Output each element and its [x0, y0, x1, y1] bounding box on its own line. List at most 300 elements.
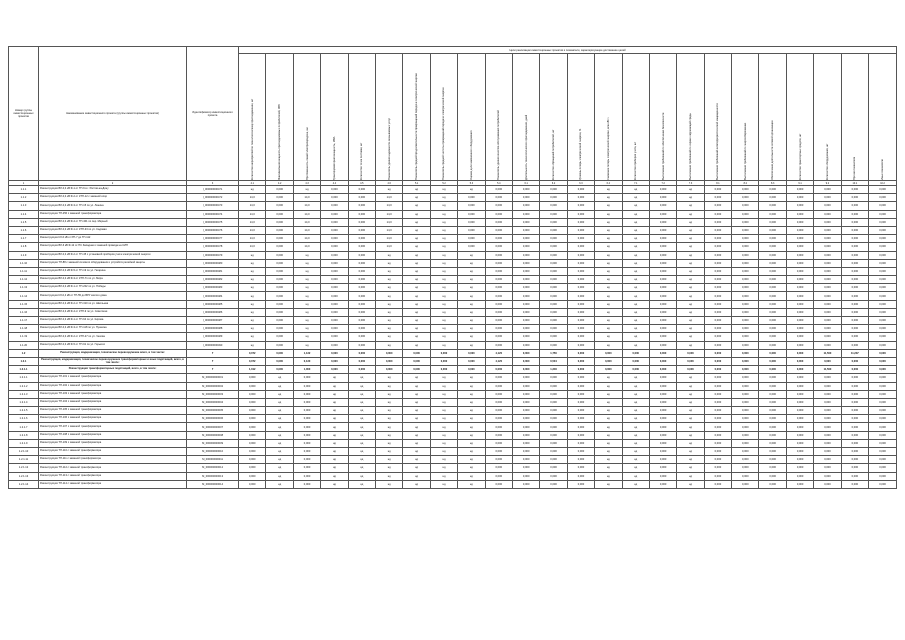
value-cell: нд	[622, 186, 649, 194]
value-cell: 0,000	[704, 357, 731, 365]
value-cell: 0,000	[567, 349, 594, 357]
value-cell: 14,0	[239, 210, 266, 218]
value-cell: 0,000	[759, 349, 786, 357]
value-cell: 0,000	[869, 390, 897, 398]
table-row	[9, 251, 897, 259]
value-cell: нд	[403, 292, 430, 300]
value-cell: 0,000	[869, 210, 897, 218]
value-cell: нд	[458, 464, 485, 472]
value-cell: 0,000	[321, 357, 348, 365]
value-cell: нд	[376, 333, 403, 341]
value-cell: нд	[622, 251, 649, 259]
value-cell: 0,000	[649, 439, 676, 447]
value-cell: нд	[239, 300, 266, 308]
value-cell: 0,000	[512, 333, 539, 341]
value-cell: нд	[430, 317, 457, 325]
value-cell: 0,000	[649, 325, 676, 333]
value-cell: 0,000	[759, 276, 786, 284]
value-cell: нд	[430, 259, 457, 267]
value-cell: нд	[348, 382, 375, 390]
table-row	[9, 382, 897, 390]
value-cell: 0,000	[512, 366, 539, 374]
header-indicator	[595, 54, 622, 181]
value-cell: 0,000	[649, 300, 676, 308]
value-cell: 0,000	[567, 472, 594, 480]
header-indicator	[567, 54, 594, 181]
project-id-cell: I_000000000472	[187, 194, 239, 202]
value-cell: нд	[595, 456, 622, 464]
project-id-cell: I_000000000481	[187, 267, 239, 275]
header-indicator	[677, 54, 704, 181]
value-cell: нд	[430, 243, 457, 251]
value-cell: нд	[622, 333, 649, 341]
value-cell: 0,000	[321, 226, 348, 234]
value-cell: 0,000	[732, 415, 759, 423]
value-cell: 0,000	[786, 259, 813, 267]
value-cell: 0,000	[759, 300, 786, 308]
value-cell: 0,000	[704, 267, 731, 275]
value-cell: нд	[677, 194, 704, 202]
value-cell: нд	[293, 308, 320, 316]
value-cell: нд	[677, 407, 704, 415]
value-cell: нд	[239, 308, 266, 316]
value-cell: нд	[293, 341, 320, 349]
column-number: 6.1	[512, 181, 539, 186]
table-row	[9, 300, 897, 308]
value-cell: 0,000	[869, 202, 897, 210]
column-number: 2	[39, 181, 187, 186]
value-cell: нд	[595, 317, 622, 325]
header-indicator	[376, 54, 403, 181]
header-indicator	[293, 54, 320, 181]
value-cell: нд	[458, 398, 485, 406]
value-cell: 0,000	[786, 292, 813, 300]
value-cell: нд	[376, 267, 403, 275]
value-cell: 0,000	[814, 276, 841, 284]
value-cell: 0,000	[567, 431, 594, 439]
value-cell: 0,000	[786, 439, 813, 447]
value-cell: 0,000	[786, 218, 813, 226]
value-cell: 0,000	[759, 292, 786, 300]
value-cell: 0,000	[512, 398, 539, 406]
value-cell: 0,000	[485, 259, 512, 267]
value-cell: 0,000	[786, 202, 813, 210]
value-cell: 0,000	[293, 448, 320, 456]
value-cell: 0,000	[348, 292, 375, 300]
value-cell: 0,000	[458, 226, 485, 234]
value-cell: нд	[622, 308, 649, 316]
value-cell: 0,000	[732, 480, 759, 488]
value-cell: 0,000	[786, 456, 813, 464]
header-indicator-label: Оценка доли замененного оборудования	[469, 130, 473, 180]
value-cell: 0,000	[540, 251, 567, 259]
value-cell: 14,0	[376, 210, 403, 218]
header-indicator-label: Показатель уровня надежности оказываемых услуг	[387, 117, 391, 180]
value-cell: 0,000	[266, 284, 293, 292]
value-cell: нд	[266, 439, 293, 447]
value-cell: 0,000	[841, 431, 868, 439]
value-cell: нд	[430, 456, 457, 464]
value-cell: 0,000	[485, 292, 512, 300]
value-cell: 0,000	[595, 349, 622, 357]
value-cell: нд	[595, 325, 622, 333]
value-cell: нд	[430, 464, 457, 472]
value-cell: 0,000	[786, 226, 813, 234]
value-cell: 4,120	[485, 357, 512, 365]
value-cell: нд	[239, 341, 266, 349]
value-cell: 0,000	[567, 251, 594, 259]
value-cell: 1,750	[540, 349, 567, 357]
value-cell: 0,000	[841, 480, 868, 488]
value-cell: нд	[266, 472, 293, 480]
value-cell: нд	[677, 415, 704, 423]
table-row	[9, 186, 897, 194]
value-cell: 0,000	[732, 218, 759, 226]
value-cell: нд	[677, 259, 704, 267]
value-cell: нд	[348, 407, 375, 415]
value-cell: нд	[677, 202, 704, 210]
value-cell: 4,120	[485, 349, 512, 357]
value-cell: 0,000	[814, 210, 841, 218]
value-cell: 0,000	[321, 186, 348, 194]
header-indicator-label: Показатель уровня качества обслуживания потребителей	[497, 110, 501, 180]
value-cell: 0,000	[293, 480, 320, 488]
value-cell: 0,000	[814, 194, 841, 202]
header-indicator	[540, 54, 567, 181]
value-cell: 0,000	[677, 366, 704, 374]
value-cell: 0,000	[512, 480, 539, 488]
value-cell: 0,000	[567, 423, 594, 431]
value-cell: нд	[321, 423, 348, 431]
value-cell: 0,000	[649, 472, 676, 480]
value-cell: 0,000	[732, 186, 759, 194]
value-cell: 0,000	[567, 448, 594, 456]
value-cell: 0,000	[266, 276, 293, 284]
value-cell: нд	[239, 317, 266, 325]
value-cell: 0,000	[458, 357, 485, 365]
value-cell: 0,000	[869, 398, 897, 406]
header-indicator	[403, 54, 430, 181]
value-cell: 0,000	[759, 284, 786, 292]
column-number: 9.1	[786, 181, 813, 186]
value-cell: 0,000	[759, 194, 786, 202]
value-cell: 0,000	[786, 390, 813, 398]
value-cell: 0,000	[649, 284, 676, 292]
project-id-cell: I_000000000486	[187, 308, 239, 316]
value-cell: 0,000	[595, 366, 622, 374]
value-cell: 0,000	[704, 423, 731, 431]
value-cell: 0,000	[841, 333, 868, 341]
value-cell: нд	[430, 480, 457, 488]
value-cell: 0,000	[485, 472, 512, 480]
value-cell: 0,000	[759, 423, 786, 431]
value-cell: нд	[376, 456, 403, 464]
value-cell: 1,000	[293, 366, 320, 374]
value-cell: 0,000	[485, 415, 512, 423]
value-cell: 0,000	[759, 235, 786, 243]
value-cell: 0,000	[567, 374, 594, 382]
value-cell: нд	[595, 226, 622, 234]
value-cell: 0,000	[759, 407, 786, 415]
value-cell: 0,000	[704, 226, 731, 234]
value-cell: нд	[622, 382, 649, 390]
value-cell: 0,000	[704, 235, 731, 243]
value-cell: нд	[458, 407, 485, 415]
value-cell: 0,000	[485, 210, 512, 218]
value-cell: 0,000	[841, 456, 868, 464]
value-cell: нд	[403, 218, 430, 226]
value-cell: 0,000	[786, 333, 813, 341]
value-cell: нд	[677, 226, 704, 234]
value-cell: 14,0	[376, 243, 403, 251]
value-cell: 0,000	[759, 366, 786, 374]
table-row	[9, 284, 897, 292]
value-cell: 0,000	[293, 439, 320, 447]
value-cell: 0,000	[732, 398, 759, 406]
project-name-cell: Реконструкция, модернизация, техническое перевооружение трансформаторных и иных подстанций, всего, в том числе:	[39, 357, 187, 365]
value-cell: нд	[430, 390, 457, 398]
project-name-cell: Реконструкция ТП-109 с заменой трансформатора	[39, 439, 187, 447]
value-cell: 0,000	[239, 415, 266, 423]
project-id-cell: Г	[187, 349, 239, 357]
value-cell: 0,000	[814, 382, 841, 390]
value-cell: нд	[677, 186, 704, 194]
table-row	[9, 333, 897, 341]
value-cell: нд	[376, 300, 403, 308]
value-cell: 0,000	[567, 366, 594, 374]
column-number: 1	[9, 181, 39, 186]
value-cell: 0,000	[458, 210, 485, 218]
value-cell: 0,000	[266, 341, 293, 349]
value-cell: 14,0	[376, 218, 403, 226]
row-number-cell: 1.1.2	[9, 194, 39, 202]
value-cell: 0,000	[704, 300, 731, 308]
value-cell: 0,000	[376, 357, 403, 365]
value-cell: нд	[376, 284, 403, 292]
value-cell: 14,0	[293, 218, 320, 226]
value-cell: 0,000	[430, 357, 457, 365]
value-cell: нд	[293, 292, 320, 300]
value-cell: 0,000	[704, 292, 731, 300]
value-cell: 0,000	[376, 366, 403, 374]
value-cell: 0,000	[649, 415, 676, 423]
value-cell: 0,000	[841, 259, 868, 267]
value-cell: 0,000	[485, 308, 512, 316]
value-cell: нд	[677, 276, 704, 284]
value-cell: 0,000	[348, 259, 375, 267]
value-cell: 0,000	[512, 415, 539, 423]
value-cell: нд	[622, 284, 649, 292]
column-number: 5.1	[403, 181, 430, 186]
value-cell: 0,000	[649, 374, 676, 382]
value-cell: 0,000	[239, 390, 266, 398]
value-cell: 0,000	[759, 308, 786, 316]
table-row	[9, 259, 897, 267]
value-cell: нд	[430, 333, 457, 341]
value-cell: 0,000	[704, 333, 731, 341]
value-cell: нд	[622, 464, 649, 472]
value-cell: 0,000	[649, 448, 676, 456]
value-cell: нд	[239, 267, 266, 275]
value-cell: 11,500	[814, 366, 841, 374]
value-cell: 0,000	[759, 226, 786, 234]
value-cell: 0,000	[704, 276, 731, 284]
value-cell: нд	[321, 439, 348, 447]
project-name-cell: Реконструкция ВЛ-0,4 кВ Ф-1 от КТП-33 по ул. Садовая	[39, 226, 187, 234]
value-cell: 0,000	[786, 308, 813, 316]
value-cell: нд	[622, 448, 649, 456]
value-cell: 0,000	[732, 333, 759, 341]
table-row	[9, 349, 897, 357]
value-cell: 0,000	[348, 325, 375, 333]
value-cell: 0,000	[732, 210, 759, 218]
value-cell: 0,000	[293, 415, 320, 423]
value-cell: нд	[622, 194, 649, 202]
value-cell: нд	[595, 407, 622, 415]
project-id-cell: Г	[187, 357, 239, 365]
value-cell: 0,000	[869, 276, 897, 284]
value-cell: 0,000	[869, 357, 897, 365]
value-cell: нд	[622, 235, 649, 243]
value-cell: 0,000	[732, 349, 759, 357]
value-cell: нд	[376, 317, 403, 325]
value-cell: нд	[622, 267, 649, 275]
value-cell: 0,000	[321, 218, 348, 226]
value-cell: 0,000	[321, 300, 348, 308]
value-cell: нд	[458, 423, 485, 431]
value-cell: 0,072	[239, 357, 266, 365]
value-cell: 0,000	[759, 317, 786, 325]
value-cell: 0,000	[704, 284, 731, 292]
value-cell: нд	[348, 390, 375, 398]
value-cell: 0,000	[732, 456, 759, 464]
value-cell: нд	[595, 186, 622, 194]
project-name-cell: Реконструкция ТП-105 с заменой трансформатора	[39, 407, 187, 415]
value-cell: 0,000	[732, 226, 759, 234]
value-cell: 0,000	[759, 357, 786, 365]
value-cell: 0,000	[704, 243, 731, 251]
header-indicator-label: Иные показатели	[881, 159, 885, 180]
value-cell: 0,000	[348, 251, 375, 259]
value-cell: нд	[677, 398, 704, 406]
row-number-cell: 1.1.13	[9, 284, 39, 292]
value-cell: 0,000	[759, 243, 786, 251]
value-cell: нд	[430, 235, 457, 243]
value-cell: 0,000	[293, 382, 320, 390]
value-cell: 0,000	[704, 251, 731, 259]
value-cell: 0,000	[841, 464, 868, 472]
row-number-cell: 1.2.1.1	[9, 374, 39, 382]
project-name-cell: Реконструкция ВЛ-0,4 кВ Ф-4 от ТП-401 по пер. Мирный	[39, 218, 187, 226]
value-cell: нд	[677, 210, 704, 218]
value-cell: 0,000	[786, 267, 813, 275]
value-cell: 0,000	[239, 439, 266, 447]
value-cell: 0,000	[567, 333, 594, 341]
value-cell: 0,000	[786, 423, 813, 431]
header-indicator	[266, 54, 293, 181]
value-cell: 0,000	[540, 382, 567, 390]
value-cell: нд	[403, 276, 430, 284]
row-number-cell: 1.1.5	[9, 218, 39, 226]
header-indicator	[321, 54, 348, 181]
value-cell: 0,000	[622, 366, 649, 374]
row-number-cell: 1.1.15	[9, 300, 39, 308]
value-cell: 0,000	[540, 398, 567, 406]
value-cell: нд	[430, 300, 457, 308]
value-cell: 0,000	[732, 194, 759, 202]
value-cell: нд	[403, 308, 430, 316]
value-cell: нд	[403, 251, 430, 259]
value-cell: нд	[403, 210, 430, 218]
value-cell: нд	[430, 194, 457, 202]
value-cell: 0,000	[759, 251, 786, 259]
value-cell: нд	[403, 415, 430, 423]
value-cell: нд	[403, 317, 430, 325]
value-cell: 0,000	[814, 325, 841, 333]
value-cell: 0,000	[649, 243, 676, 251]
value-cell: 0,000	[540, 210, 567, 218]
value-cell: 0,000	[786, 448, 813, 456]
value-cell: 0,000	[293, 398, 320, 406]
value-cell: 0,000	[869, 349, 897, 357]
value-cell: 0,000	[348, 284, 375, 292]
value-cell: нд	[430, 398, 457, 406]
row-number-cell: 1.2.1.4	[9, 398, 39, 406]
value-cell: нд	[622, 374, 649, 382]
value-cell: нд	[595, 448, 622, 456]
value-cell: 0,000	[540, 390, 567, 398]
value-cell: нд	[376, 251, 403, 259]
value-cell: 0,000	[485, 407, 512, 415]
value-cell: 0,000	[321, 308, 348, 316]
value-cell: нд	[458, 186, 485, 194]
value-cell: 0,000	[266, 333, 293, 341]
value-cell: нд	[458, 308, 485, 316]
value-cell: 14,0	[293, 202, 320, 210]
value-cell: 0,000	[512, 251, 539, 259]
value-cell: 0,000	[841, 251, 868, 259]
value-cell: 0,000	[485, 390, 512, 398]
project-name-cell: Реконструкция ВЛ-0,4 кВ Ф-1 от ТП-202 по ул. Победы	[39, 284, 187, 292]
header-indicator-label: Прочие показатели	[853, 156, 857, 180]
value-cell: 0,000	[786, 243, 813, 251]
value-cell: нд	[266, 423, 293, 431]
table-row	[9, 472, 897, 480]
value-cell: 0,000	[814, 300, 841, 308]
value-cell: нд	[321, 374, 348, 382]
value-cell: нд	[403, 341, 430, 349]
table-row	[9, 317, 897, 325]
value-cell: нд	[348, 374, 375, 382]
value-cell: 0,000	[403, 366, 430, 374]
value-cell: 0,000	[759, 464, 786, 472]
header-indicator	[458, 54, 485, 181]
value-cell: нд	[677, 251, 704, 259]
value-cell: 0,000	[841, 202, 868, 210]
value-cell: нд	[622, 472, 649, 480]
value-cell: нд	[403, 448, 430, 456]
value-cell: 0,000	[321, 194, 348, 202]
project-name-cell: Реконструкция ВЛ-0,4 кВ Ф-3 от ТП-118 по ул. Пушкина	[39, 325, 187, 333]
value-cell: 0,000	[786, 415, 813, 423]
value-cell: 0,000	[814, 235, 841, 243]
value-cell: 0,000	[567, 398, 594, 406]
value-cell: 0,000	[348, 210, 375, 218]
value-cell: 1,012	[239, 366, 266, 374]
value-cell: 0,000	[266, 202, 293, 210]
column-number: 6.4	[595, 181, 622, 186]
table-row	[9, 448, 897, 456]
